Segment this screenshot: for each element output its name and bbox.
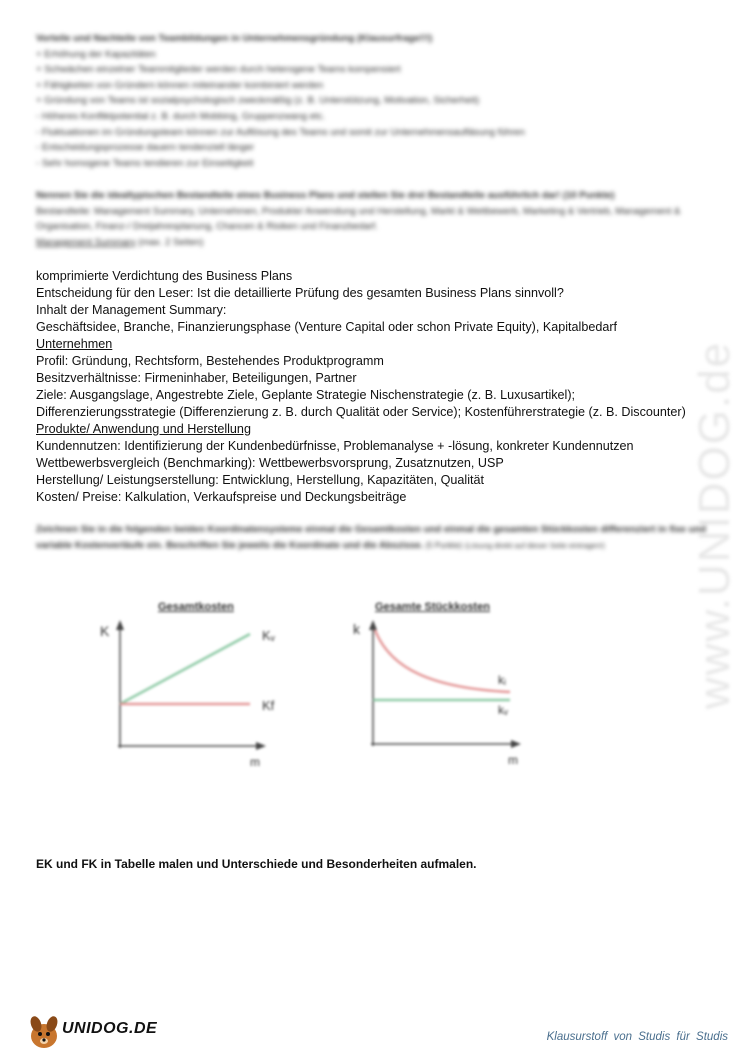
text-line: Geschäftsidee, Branche, Finanzierungsphase (Venture Capital oder schon Private Equity), Kapitalbedarf bbox=[36, 320, 618, 334]
chart-total-costs bbox=[100, 601, 276, 769]
ek-fk-instruction: EK und FK in Tabelle malen und Unterschiede und Besonderheiten aufmalen. bbox=[36, 857, 477, 871]
text-line: Besitzverhältnisse: Firmeninhaber, Beteiligungen, Partner bbox=[36, 371, 357, 385]
pros-cons-list bbox=[36, 47, 716, 172]
chart-left-title: Gesamtkosten bbox=[158, 601, 234, 613]
chart-right-total-curve bbox=[375, 630, 510, 692]
logo-text: UNIDOG.DE bbox=[62, 1020, 158, 1037]
list-item: + Erhöhung der Kapazitäten bbox=[36, 48, 156, 60]
chart-unit-costs bbox=[353, 601, 521, 767]
dog-mascot-icon bbox=[26, 1012, 62, 1050]
text-line: Wettbewerbsvergleich (Benchmarking): Wettbewerbsvorsprung, Zusatznutzen, USP bbox=[36, 456, 504, 470]
footer-slogan: Klausurstoff von Studis für Studis bbox=[546, 1031, 728, 1043]
chart-left-y-arrow bbox=[116, 620, 124, 630]
unidog-logo bbox=[26, 1012, 186, 1052]
business-plan-details bbox=[36, 268, 716, 506]
list-item: + Schwächen einzelner Teammitglieder werden durch heterogene Teams kompensiert bbox=[36, 64, 401, 76]
list-item: - Sehr homogene Teams tendieren zur Einseitigkeit bbox=[36, 157, 254, 169]
chart-right-y-label: k bbox=[353, 621, 360, 637]
section-heading: Vorteile und Nachteile von Teambildungen in Unternehmensgründung (Klausurfrage!!!) bbox=[36, 33, 433, 44]
chart-right-x-label: m bbox=[508, 753, 518, 767]
chart-right-total-label: kᵢ bbox=[498, 673, 506, 687]
chart-right-title: Gesamte Stückkosten bbox=[375, 601, 490, 613]
section-business-plan-question bbox=[36, 188, 716, 250]
chart-right-y-arrow bbox=[369, 620, 377, 630]
list-item: + Gründung von Teams ist sozialpsychologisch zweckmäßig (z. B. Unterstützung, Motivation, Sicherheit) bbox=[36, 95, 480, 107]
management-summary-note: (max. 2 Seiten) bbox=[135, 236, 204, 248]
business-plan-components: Bestandteile: Management Summary, Unternehmen, Produkte/ Anwendung und Herstellung, Markt & Wettbewerb, Marketing & Vertrieb, Management & Organisation, Finanz-/ Dreijahresplanung, Chancen & Risiken und Finanzbedarf. bbox=[36, 205, 681, 233]
text-line: Profil: Gründung, Rechtsform, Bestehendes Produktprogramm bbox=[36, 354, 384, 368]
chart-question-points: (5 Punkte) bbox=[423, 541, 463, 550]
subsection-heading: Produkte/ Anwendung und Herstellung bbox=[36, 422, 251, 436]
text-line: Entscheidung für den Leser: Ist die detaillierte Prüfung des gesamten Business Plans sinnvoll? bbox=[36, 286, 564, 300]
text-line: Inhalt der Management Summary: bbox=[36, 303, 227, 317]
chart-left-variable-label: Kᵥ bbox=[262, 628, 275, 643]
watermark-text: www.UNIDOG.de bbox=[690, 340, 739, 710]
list-item: + Fähigkeiten von Gründern können miteinander kombiniert werden bbox=[36, 79, 324, 91]
chart-question-note: (Lösung direkt auf dieser Seite eintragen!) bbox=[465, 541, 605, 550]
management-summary-heading bbox=[36, 235, 716, 251]
text-line: Kundennutzen: Identifizierung der Kundenbedürfnisse, Problemanalyse + -lösung, konkreter Kundennutzen bbox=[36, 439, 634, 453]
chart-left-variable-line bbox=[120, 634, 250, 704]
cost-charts bbox=[90, 588, 550, 778]
chart-left-x-label: m bbox=[250, 755, 260, 769]
chart-left-fixed-label: Kf bbox=[262, 698, 275, 713]
text-line: Herstellung/ Leistungserstellung: Entwicklung, Herstellung, Kapazitäten, Qualität bbox=[36, 473, 485, 487]
chart-left-y-label: K bbox=[100, 623, 110, 639]
list-item: - Fluktuationen im Gründungsteam können zur Auflösung des Teams und somit zur Unternehmensaufläsung führen bbox=[36, 126, 525, 138]
text-line: Kosten/ Preise: Kalkulation, Verkaufspreise und Deckungsbeiträge bbox=[36, 490, 407, 504]
list-item: - Entscheidungsprozesse dauern tendenziell länger bbox=[36, 142, 255, 154]
subsection-heading: Unternehmen bbox=[36, 337, 113, 351]
text-line: komprimierte Verdichtung des Business Plans bbox=[36, 269, 293, 283]
text-line: Ziele: Ausgangslage, Angestrebte Ziele, Geplante Strategie Nischenstrategie (z. B. Luxusartikel); bbox=[36, 388, 576, 402]
text-line: Differenzierungsstrategie (Differenzierung z. B. durch Qualität oder Service); Kostenführerstrategie (z. B. Discounter) bbox=[36, 405, 686, 419]
management-summary-label: Management Summary bbox=[36, 236, 136, 248]
chart-right-variable-label: kᵥ bbox=[498, 703, 508, 717]
chart-left-x-arrow bbox=[256, 742, 266, 750]
list-item: - Höheres Konfliktpotential z. B. durch Mobbing, Gruppenzwang etc. bbox=[36, 110, 326, 122]
question-heading: Nennen Sie die idealtypischen Bestandteile eines Business Plans und stellen Sie drei Bestandteile ausführlich dar! (10 Punkte) bbox=[36, 190, 615, 201]
chart-question-text: Zeichnen Sie in die folgenden beiden Koordinatensysteme einmal die Gesamtkosten und einmal die gesamten Stückkosten differenziert in fixe und variable Kostenverläufe ein. Beschriften Sie jeweils die Koordinate und die Abszisse. bbox=[36, 524, 707, 551]
chart-question bbox=[36, 522, 716, 554]
section-cost-chart-question bbox=[36, 522, 716, 554]
chart-right-x-arrow bbox=[511, 740, 521, 748]
section-team-pros-cons bbox=[36, 31, 716, 171]
